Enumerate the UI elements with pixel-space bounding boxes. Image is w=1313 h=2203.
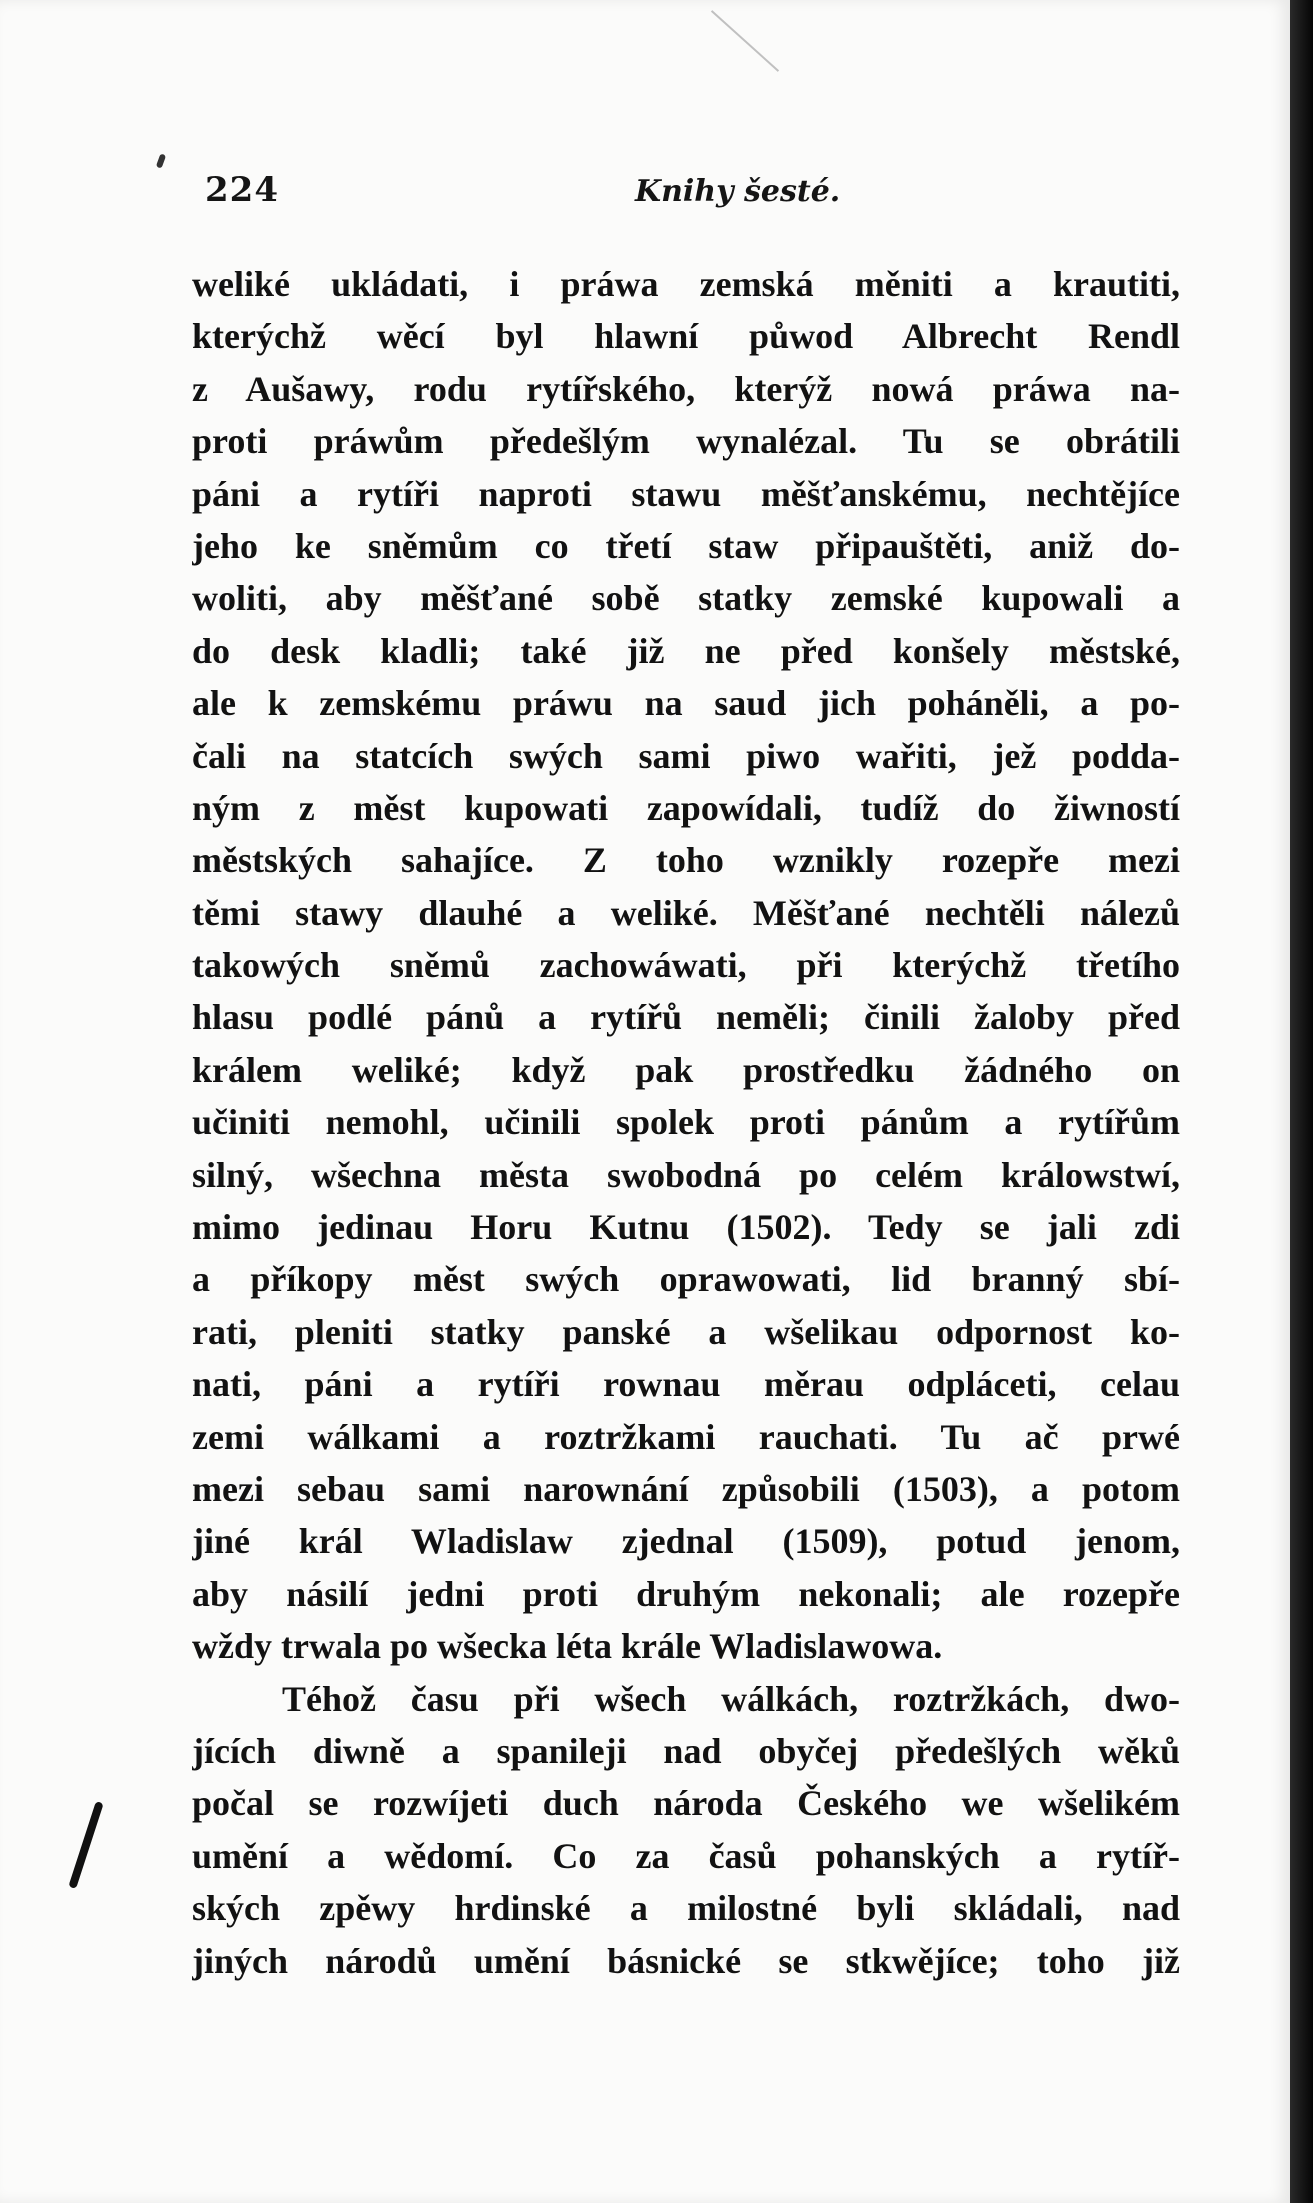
text-line: proti práwům předešlým wynalézal. Tu se obrátili [192,421,1180,462]
text-line: jeho ke sněmům co třetí staw připauštěti, aniž do- [192,525,1180,566]
text-line: mezi sebau sami narownání způsobili (1503), a potom [192,1468,1180,1509]
text-line: wždy trwala po wšecka léta krále Wladislawowa. [192,1626,943,1667]
body-text [192,258,1180,1987]
text-line: jících diwně a spanileji nad obyčej předešlých wěků [192,1730,1180,1771]
page-number: 224 [205,170,279,210]
text-line: ale k zemskému práwu na saud jich poháněli, a po- [192,683,1180,724]
text-line: králem weliké; když pak prostředku žádného on [192,1049,1180,1090]
text-line: páni a rytíři naproti stawu měšťanskému, nechtějíce [192,473,1180,514]
text-line: silný, wšechna města swobodná po celém králowstwí, [192,1154,1180,1195]
text-line: takowých sněmů zachowáwati, při kterýchž třetího [192,945,1180,986]
text-line: kterýchž wěcí byl hlawní půwod Albrecht Rendl [192,316,1180,357]
text-line: zemi wálkami a roztržkami rauchati. Tu ač prwé [192,1416,1180,1457]
running-head: Knihy šesté. [635,174,841,209]
paper-scratch [711,10,779,72]
text-line: do desk kladli; také již ne před konšely městské, [192,630,1180,671]
scan-border [1290,0,1313,2203]
ink-mark [156,153,166,168]
text-line: čali na statcích swých sami piwo wařiti, jež podda- [192,735,1180,776]
text-line: počal se rozwíjeti duch národa Českého we wšelikém [192,1783,1180,1824]
text-line: rati, pleniti statky panské a wšelikau odpornost ko- [192,1311,1180,1352]
text-line: woliti, aby měšťané sobě statky zemské kupowali a [192,578,1180,619]
text-line: hlasu podlé pánů a rytířů neměli; činili žaloby před [192,997,1180,1038]
text-line: ských zpěwy hrdinské a milostné byli skládali, nad [192,1888,1180,1929]
text-line: nati, páni a rytíři rownau měrau odpláceti, celau [192,1364,1180,1405]
text-line: jiných národů umění básnické se stkwějíce; toho již [192,1940,1180,1981]
text-line: učiniti nemohl, učinili spolek proti pánům a rytířům [192,1102,1180,1143]
text-line: weliké ukládati, i práwa zemská měniti a krautiti, [192,264,1180,304]
margin-pencil-mark [68,1801,103,1889]
page-header [205,170,1195,230]
text-line: mimo jedinau Horu Kutnu (1502). Tedy se jali zdi [192,1207,1180,1248]
text-line: Téhož času při wšech wálkách, roztržkách, dwo- [282,1678,1180,1719]
text-line: aby násilí jedni proti druhým nekonali; ale rozepře [192,1573,1180,1614]
text-line: těmi stawy dlauhé a weliké. Měšťané nechtěli nálezů [192,892,1180,933]
text-line: městských sahajíce. Z toho wznikly rozepře mezi [192,840,1180,881]
text-line: z Aušawy, rodu rytířského, kterýž nowá práwa na- [192,368,1180,409]
text-line: jiné král Wladislaw zjednal (1509), potud jenom, [192,1521,1180,1562]
text-line: ným z měst kupowati zapowídali, tudíž do žiwností [192,787,1180,828]
text-line: umění a wědomí. Co za časů pohanských a rytíř- [192,1835,1180,1876]
text-line: a příkopy měst swých oprawowati, lid branný sbí- [192,1259,1180,1300]
